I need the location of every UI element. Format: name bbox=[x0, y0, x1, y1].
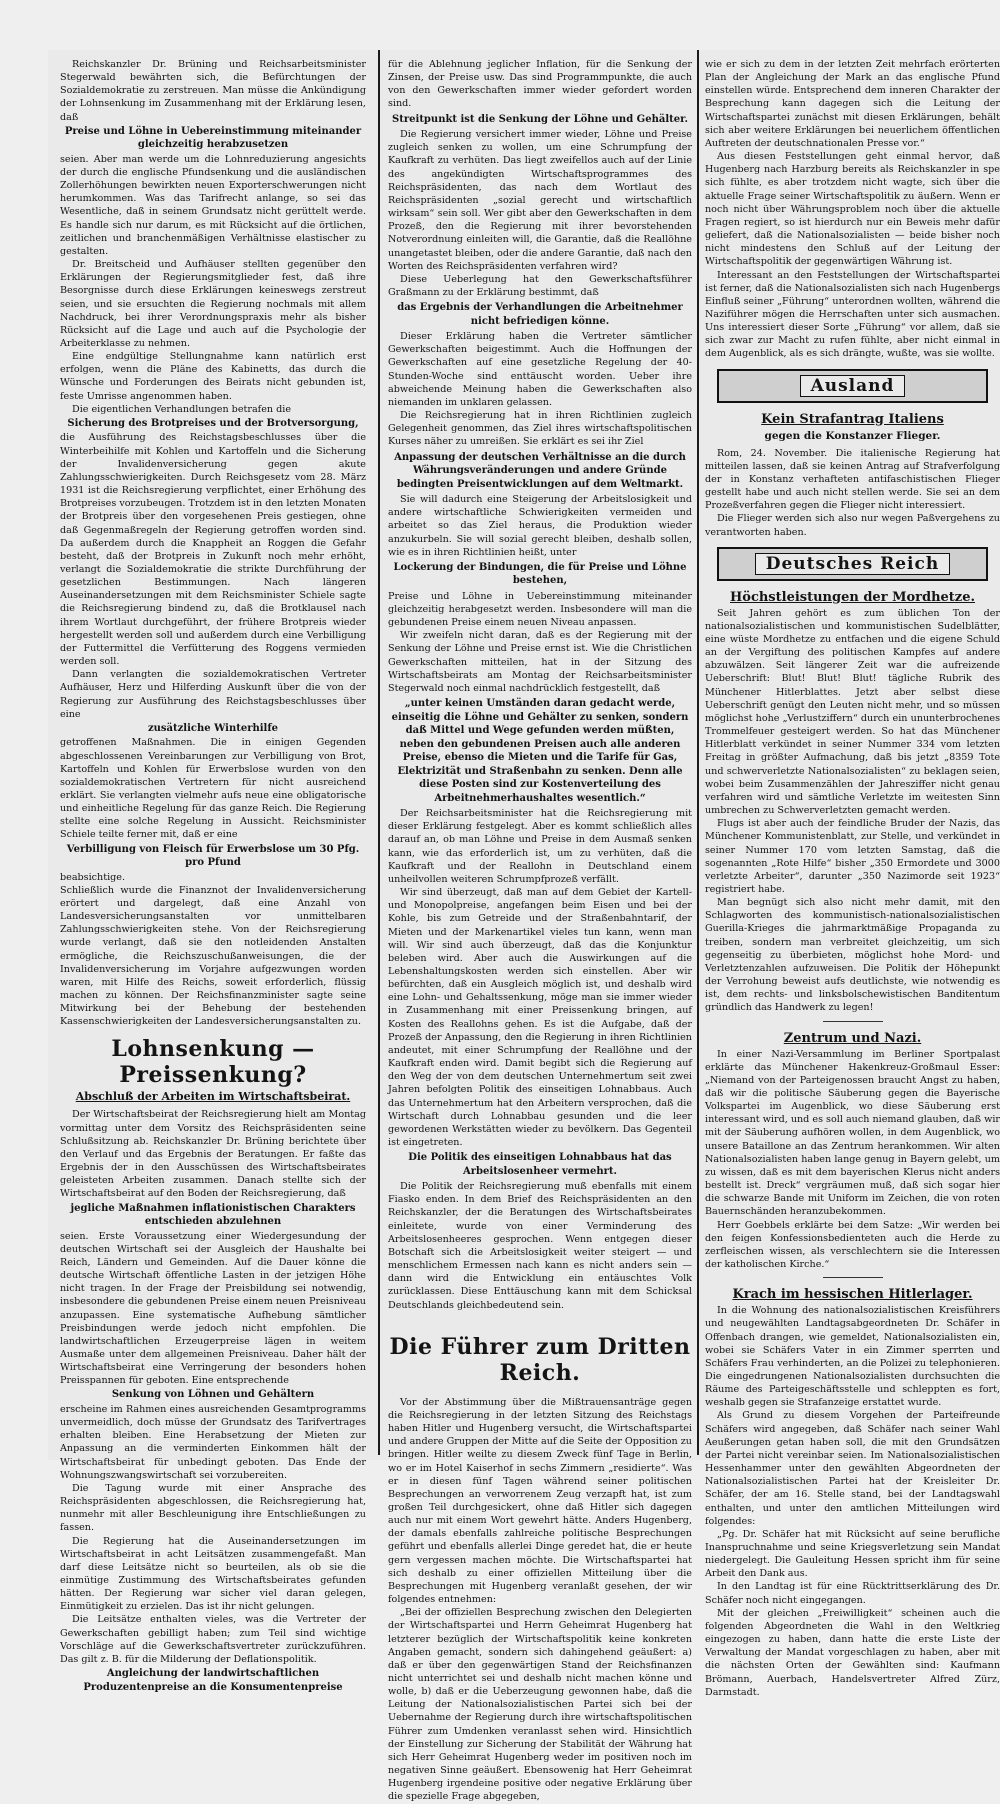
subheading: Die Politik des einseitigen Lohnabbaus hat das Arbeitslosenheer vermehrt. bbox=[408, 1152, 672, 1177]
section-banner-label: Deutsches Reich bbox=[755, 553, 950, 575]
article-paragraph: „Pg. Dr. Schäfer hat mit Rücksicht auf seine berufliche Inanspruchnahme und seine Kriegsverletzung sein Mandat niedergelegt. Die Gauleitung Hessen spricht ihm für seine Arbeit den Dank aus. bbox=[705, 1528, 1000, 1580]
article-paragraph: In den Landtag ist für eine Rücktrittserklärung des Dr. Schäfer noch nicht eingegangen. bbox=[705, 1581, 1000, 1606]
article-paragraph: seien. Aber man werde um die Lohnreduzierung angesichts der durch die englische Pfundsenkung und die ausländischen Zollerhöhungen bewirkten neuen Exporterschwerungen nicht herumkommen. Was das Tarifrecht anlange, so sei das Wesentliche, daß in seinem Grundsatz nicht gerüttelt werde. Es handle sich nur darum, es mit Rücksicht auf die örtlichen, zeitlichen und branchenmäßigen Verhältnisse elastischer zu gestalten. bbox=[60, 153, 366, 257]
article-paragraph: Die Leitsätze enthalten vieles, was die Vertreter der Gewerkschaften gebilligt haben; zum Teil sind wichtige Vorschläge auf die Gewerkschaftsvertreter zurückzuführen. Das gilt z. B. für die Milderung der Deflationspolitik. bbox=[60, 1614, 366, 1665]
article-paragraph: Man begnügt sich also nicht mehr damit, mit den Schlagworten des kommunistisch-nationalsozialistischen Guerilla-Krieges die jahrmarktmäßige Propaganda zu treiben, sondern man verbreitet gleichzeitig, um sich gegenseitig zu überbieten, möglichst hohe Mord- und Verletztenzahlen aufzuweisen. Die Politik der Höhepunkt der Verrohung beweist aufs deutlichste, wie notwendig es ist, dem rechts- und linksbolschewistischen Banditentum gründlich das Handwerk zu legen! bbox=[705, 897, 1000, 1014]
article-paragraph: Als Grund zu diesem Vorgehen der Parteifreunde Schäfers wird angegeben, daß Schäfer nach seiner Wahl Aeußerungen getan haben soll, die mit den Grundsätzen der Partei nicht vereinbar seien. Im Nationalsozialistischen Hessenhammer unter den gewählten Abgeordneten der Nationalsozialistischen Partei hat der Kreisleiter Dr. Schäfer, der am 16. Stelle stand, bei der Landtagswahl enthalten, und unter den amtlichen Mitteilungen wird folgendes: bbox=[705, 1410, 1000, 1527]
divider bbox=[823, 1277, 883, 1278]
article-headline: Krach im hessischen Hitlerlager. bbox=[732, 1287, 973, 1303]
article-paragraph: Rom, 24. November. Die italienische Regierung hat mitteilen lassen, daß sie keinen Antrag auf Strafverfolgung der in Konstanz verhafteten antifaschistischen Flieger gestellt habe und auch nicht stellen werde. Sie sei an dem Prozeßverfahren gegen die Flieger nicht interessiert. bbox=[705, 447, 1000, 512]
article-headline: Kein Strafantrag Italiens bbox=[761, 411, 944, 427]
article-paragraph: Die Regierung versichert immer wieder, Löhne und Preise zugleich senken zu wollen, um eine Schrumpfung der Kaufkraft zu verhüten. Das liegt zweifellos auch auf der Linie des angekündigten Wirtschaftsprogrammes des Reichspräsidenten, das nach dem Wortlaut des Reichspräsidenten „sozial gerecht und wirtschaftlich wirksam“ sein soll. Wer gibt aber den Gewerkschaften in dem Prozeß, den die Regierung mit ihrer bevorstehenden Notverordnung einleiten will, die Garantie, daß die Reallöhne unangetastet bleiben, oder die andere Garantie, daß nach den Worten des Reichspräsidenten verfahren wird? bbox=[388, 129, 692, 272]
article-paragraph: Wir zweifeln nicht daran, daß es der Regierung mit der Senkung der Löhne und Preise ernst ist. Wie die Christlichen Gewerkschaften mitteilen, hat in der Sitzung des Wirtschaftsbeirats am Montag der Reichsarbeitsminister Stegerwald noch einmal nachdrücklich festgestellt, daß bbox=[388, 630, 692, 694]
section-banner-label: Ausland bbox=[800, 375, 906, 397]
article-paragraph: Die Reichsregierung hat in ihren Richtlinien zugleich Gelegenheit genommen, das Ziel ihres wirtschaftspolitischen Kurses näher zu umreißen. Sie erklärt es sei ihr Ziel bbox=[388, 410, 692, 448]
article-paragraph: In einer Nazi-Versammlung im Berliner Sportpalast erklärte das Münchener Hakenkreuz-Großmaul Esser: „Niemand von der Parteigenossen braucht Angst zu haben, daß wir die politische Säuberung gegen die Bayerische Volkspartei im Augenblick, wo diese Säuberung erst interessant wird, und es soll auch niemand glauben, daß wir mit der Säuberung aufhören wollen, in dem Augenblick, wo unsere Bataillone an das Zentrum herankommen. Wir alten Nationalsozialisten haben lange genug in Bayern gelebt, um zu wissen, daß es mit dem bayerischen Klerus nicht anders bestellt ist. Dreck“ vergräumen muß, daß sich sogar hier die schwarze Bande mit Uniform im Zeichen, die von roten Bauernschänden heranzubekommen. bbox=[705, 1048, 1000, 1218]
article-paragraph: Mit der gleichen „Freiwilligkeit“ scheinen auch die folgenden Abgeordneten die Wahl in den Weltkrieg eingezogen zu haben, dann hatte die erste Liste der Verwaltung der Mandat vorgeschlagen zu haben, aber mit die nächsten Orten der Gewählten sind: Kaufmann Brömann, Auerbach, Handelsvertreter Alfred Zürz, Darmstadt. bbox=[705, 1607, 1000, 1698]
article-paragraph: Die Flieger werden sich also nur wegen Paßvergehens zu verantworten haben. bbox=[705, 513, 1000, 538]
section-banner-ausland bbox=[717, 369, 988, 403]
quote-block: „unter keinen Umständen daran gedacht werde, einseitig die Löhne und Gehälter zu senken, sondern daß Mittel und Wege gefunden werden müßten, neben den gebundenen Preisen auch alle anderen Preise, ebenso die Mieten und die Tarife für Gas, Elektrizität und Straßenbahn zu senken. Denn alle diese Posten sind zur Kostenverteilung des Arbeitnehmerhaushaltes wesentlich.“ bbox=[391, 698, 689, 804]
article-paragraph: Der Wirtschaftsbeirat der Reichsregierung hielt am Montag vormittag unter dem Vorsitz des Reichspräsidenten seine Schlußsitzung ab. Reichskanzler Dr. Brüning berichtete über den Verlauf und das Ergebnis der Beratungen. Er faßte das Ergebnis der in den Ausschüssen des Wirtschaftsbeirates geleisteten Arbeiten zusammen. Danach stellte sich der Wirtschaftsbeirat auf den Boden der Reichsregierung, daß bbox=[60, 1109, 366, 1200]
article-paragraph: Preise und Löhne in Uebereinstimmung miteinander gleichzeitig herabgesetzt werden. Insbesondere will man die gebundenen Preise einem neuen Niveau anpassen. bbox=[388, 590, 692, 629]
article-paragraph: Dann verlangten die sozialdemokratischen Vertreter Aufhäuser, Herz und Hilferding Auskunft über die von der Regierung zur Ausführung des Reichstagsbeschlusses über eine bbox=[60, 669, 366, 720]
article-paragraph: Der Reichsarbeitsminister hat die Reichsregierung mit dieser Erklärung festgelegt. Aber es kommt schließlich alles darauf an, ob man Löhne und Preise in dem Ausmaß senken kann, wie das erforderlich ist, um zu verhüten, daß die Kaufkraft und der Reallohn in Deutschland einem unheilvollen weiteren Schrumpfprozeß verfällt. bbox=[388, 808, 692, 885]
subheading: Anpassung der deutschen Verhältnisse an die durch Währungsveränderungen und andere Gründe bedingten Preisentwicklungen auf dem Weltmarkt. bbox=[394, 451, 686, 490]
article-paragraph: Flugs ist aber auch der feindliche Bruder der Nazis, das Münchener Kommunistenblatt, zur Stelle, und verkündet in seiner Nummer 170 vom letzten Samstag, daß die sogenannten „Rote Hilfe“ bisher „350 Ermordete und 3000 verletzte Arbeiter“, darunter „350 Nazimorde seit 1923“ registriert habe. bbox=[705, 818, 1000, 895]
article-paragraph: die Ausführung des Reichstagsbeschlusses über die Winterbeihilfe mit Kohlen und Kartoffeln und die Sicherung der Invalidenversicherung gegen akute Zahlungsschwierigkeiten. Durch Reichsgesetz vom 28. März 1931 ist die Reichsregierung verpflichtet, einer Erhöhung des Brotpreises vorzubeugen. Trotzdem ist in den letzten Monaten der Brotpreis über den vorgesehenen Preis gestiegen, ohne daß Gegenmaßregeln der Regierung getroffen worden sind. Da außerdem durch die Knappheit an Roggen die Gefahr besteht, daß der Brotpreis in Zukunft noch mehr erhöht, verlangt die Sozialdemokratie die strikte Durchführung der gesetzlichen Bestimmungen. Nach längeren Auseinandersetzungen mit dem Reichsminister Schiele sagte die Reichsregierung bindend zu, daß die Brotklausel nach ihrem Wortlaut durchgeführt, der frühere Brotpreis wieder hergestellt werden soll und außerdem durch eine Verbilligung der Futtermittel die Verfütterung des Roggens vermieden werden soll. bbox=[60, 432, 366, 668]
subheading: Verbilligung von Fleisch für Erwerbslose um 30 Pfg. pro Pfund bbox=[66, 843, 360, 869]
article-paragraph: „Bei der offiziellen Besprechung zwischen den Delegierten der Wirtschaftspartei und Herrn Geheimrat Hugenberg hat letzterer bezüglich der Wirtschaftspolitik keine konkreten Angaben gemacht, sondern sich dahingehend geäußert: a) daß er über den gegenwärtigen Stand der Reichsfinanzen nicht unterrichtet sei und deshalb nicht machen könne und wolle, b) daß er die Ueberzeugung gewonnen habe, daß die Leitung der Nationalsozialistischen Partei sich bei der Uebernahme der Regierung durch ihre wirtschaftspolitischen Führer zum Umdenken veranlasst sehen wird. Hinsichtlich der Einstellung zur Sicherung der Stabilität der Währung hat sich Herr Geheimrat Hugenberg weder im positiven noch im negativen Sinne geäußert. Ebensowenig hat Herr Geheimrat Hugenberg irgendeine positive oder negative Erklärung über die spezielle Frage abgegeben, bbox=[388, 1607, 692, 1803]
subheading: Streitpunkt ist die Senkung der Löhne und Gehälter. bbox=[392, 113, 688, 125]
article-paragraph: Schließlich wurde die Finanznot der Invalidenversicherung erörtert und dargelegt, daß eine Anzahl von Landesversicherungsanstalten vor unmittelbaren Zahlungsschwierigkeiten stehe. Von der Reichsregierung wurde verlangt, daß sie den notleidenden Anstalten ermögliche, die Reichszuschußanweisungen, die der Invalidenversicherung im Vorjahre aufgezwungen worden waren, mit Hilfe des Reichs, soweit erforderlich, flüssig machen zu können. Der Reichsfinanzminister sagte seine Mitwirkung bei der Behebung der bestehenden Kassenschwierigkeiten der Landesversicherungsanstalten zu. bbox=[60, 884, 366, 1028]
article-paragraph: erscheine im Rahmen eines ausreichenden Gesamtprogramms unvermeidlich, doch müsse der Grundsatz des Tarifvertrages erhalten bleiben. Eine Herabsetzung der Mieten zur Anpassung an die verminderten Einkommen hält der Wirtschaftsbeirat für unbedingt geboten. Das Ende der Wohnungszwangswirtschaft sei vorzubereiten. bbox=[60, 1403, 366, 1481]
subheading: zusätzliche Winterhilfe bbox=[147, 722, 279, 734]
article-paragraph: Die eigentlichen Verhandlungen betrafen die bbox=[72, 403, 292, 415]
article-paragraph: Vor der Abstimmung über die Mißtrauensanträge gegen die Reichsregierung in der letzten Sitzung des Reichstags haben Hitler und Hugenberg versucht, die Wirtschaftspartei und andere Gruppen der Mitte auf die Seite der Opposition zu bringen. Hitler weilte zu diesem Zweck fünf Tage in Berlin, wo er im Hotel Kaiserhof in sechs Zimmern „residierte“. Was er in diesen fünf Tagen während seiner politischen Besprechungen an verworrenem Zeug verzapft hat, ist zum großen Teil durchgesickert, ohne daß Hitler sich dagegen auch nur mit einem Wort gewehrt hätte. Anders Hugenberg, der damals ebenfalls zahlreiche politische Besprechungen geführt und ebenfalls allerlei Dinge geredet hat, die er heute gern vergessen machen möchte. Die Wirtschaftspartei hat sich deshalb zu einer offiziellen Mitteilung über die Besprechungen mit Hugenberg veranlaßt gesehen, der wir folgendes entnehmen: bbox=[388, 1396, 692, 1606]
subheading: Lockerung der Bindungen, die für Preise und Löhne bestehen, bbox=[393, 561, 687, 587]
article-headline: Zentrum und Nazi. bbox=[783, 1030, 922, 1046]
column-rule bbox=[697, 50, 699, 1455]
subheading: Angleichung der landwirtschaftlichen Produzentenpreise an die Konsumentenpreise bbox=[83, 1668, 343, 1693]
column-middle bbox=[388, 58, 692, 1803]
article-paragraph: Sie will dadurch eine Steigerung der Arbeitslosigkeit und andere wirtschaftliche Schwierigkeiten vermeiden und arbeitet so das Ziel heraus, die Produktion wieder anzukurbeln. Sie will sozial gerecht bleiben, deshalb sollen, wie es in ihren Richtlinien heißt, unter bbox=[388, 494, 692, 558]
column-left bbox=[60, 58, 366, 1693]
article-paragraph: Herr Goebbels erklärte bei dem Satze: „Wir werden bei den feigen Konfessionsbedienteten auch die Herde zu zerfleischen wissen, als verschlechtern sie die Interessen der katholischen Kirche.“ bbox=[705, 1219, 1000, 1271]
subheading: Senkung von Löhnen und Gehältern bbox=[111, 1389, 315, 1401]
article-headline: Die Führer zum Dritten Reich. bbox=[389, 1333, 691, 1386]
article-paragraph: Wir sind überzeugt, daß man auf dem Gebiet der Kartell- und Monopolpreise, angefangen beim Eisen und bei der Kohle, bis zum Getreide und der Straßenbahntarif, der Mieten und der Markenartikel vieles tun kann, wenn man will. Wir sind auch überzeugt, daß das die Konjunktur beleben wird. Aber auch die Auswirkungen auf die Lebenshaltungskosten werden sich einstellen. Aber wir befürchten, daß ein Ausgleich möglich ist, und deshalb wird eine Lohn- und Gehaltssenkung, möge man sie immer wieder in Zusammenhang mit einer Preissenkung bringen, auf Kosten des Reallohns gehen. Es ist die Aufgabe, daß der Prozeß der Anpassung, den die Regierung in ihren Richtlinien andeutet, mit einer Schrumpfung der Reallöhne und der Kaufkraft enden wird. Damit begibt sich die Regierung auf den Weg der von dem deutschen Unternehmertum seit zwei Jahren befolgten Politik des einseitigen Lohnabbaus. Auch das Unternehmertum hat den Arbeitern versprochen, daß die Wirtschaft durch Lohnabbau gesunden und die leer gewordenen Werkstätten wieder zu bevölkern. Das Gegenteil ist eingetreten. bbox=[388, 887, 692, 1148]
article-headline: Lohnsenkung — Preissenkung? bbox=[111, 1036, 315, 1089]
subheading: das Ergebnis der Verhandlungen die Arbeitnehmer nicht befriedigen könne. bbox=[397, 302, 683, 327]
article-paragraph: getroffenen Maßnahmen. Die in einigen Gegenden abgeschlossenen Vereinbarungen zur Verbilligung von Brot, Kartoffeln und Kohlen für Erwerbslose wurden von den sozialdemokratischen Vertretern für nicht ausreichend erklärt. Sie verlangten vielmehr aufs neue eine obligatorische und einheitliche Regelung für das ganze Reich. Die Regierung stellte eine solche Regelung in Aussicht. Reichsminister Schiele teilte ferner mit, daß er eine bbox=[60, 737, 366, 841]
subheading: Preise und Löhne in Uebereinstimmung miteinander gleichzeitig herabzusetzen bbox=[64, 125, 362, 151]
column-rule bbox=[378, 50, 380, 1455]
article-paragraph: Eine endgültige Stellungnahme kann natürlich erst erfolgen, wenn die Pläne des Kabinetts, das durch die Wünsche und Forderungen des Beirats nicht gebunden ist, feste Umrisse angenommen haben. bbox=[60, 351, 366, 402]
article-paragraph: Interessant an den Feststellungen der Wirtschaftspartei ist ferner, daß die Nationalsozialisten sich nach Hugenbergs Einfluß seiner „Führung“ unterordnen wollten, während die Naziführer mögen die Herrschaften unter sich ausmachen. Uns interessiert dieser Sorte „Führung“ vor allem, daß sie sich zwar zur Macht zu rufen fühlte, aber nicht einmal in dem Augenblick, als es sich drängte, wußte, was sie wollte. bbox=[705, 269, 1000, 360]
article-subheadline: gegen die Konstanzer Flieger. bbox=[764, 429, 941, 442]
article-paragraph: In die Wohnung des nationalsozialistischen Kreisführers und neugewählten Landtagsabgeordneten Dr. Schäfer in Offenbach drangen, wie gemeldet, Nationalsozialisten ein, wobei sie Schäfers Vater in ein Zimmer sperrten und Schäfers Frau verhinderten, an die Polizei zu telephonieren. Die eingedrungenen Nationalsozialisten durchsuchten die Räume des Parteigeschäftsstelle und schleppten es fort, weshalb gegen sie Strafanzeige erstattet wurde. bbox=[705, 1305, 1000, 1409]
column-right bbox=[705, 58, 1000, 1698]
article-headline: Höchstleistungen der Mordhetze. bbox=[729, 589, 975, 605]
article-paragraph: Dr. Breitscheid und Aufhäuser stellten gegenüber den Erklärungen der Regierungsmitglieder fest, daß ihre Besorgnisse durch diese Erklärungen keineswegs zerstreut seien, und sie ersuchten die Regierung nochmals mit allem Nachdruck, bei ihrer Verordnungspraxis mehr als bisher Rücksicht auf die Lage und auch auf die Psychologie der Arbeiterklasse zu nehmen. bbox=[60, 259, 366, 349]
divider bbox=[823, 1021, 883, 1022]
article-paragraph: Die Tagung wurde mit einer Ansprache des Reichspräsidenten abgeschlossen, die Reichsregierung hat, nunmehr mit aller Beschleunigung ihre Entschließungen zu fassen. bbox=[60, 1482, 366, 1534]
article-paragraph: Aus diesen Feststellungen geht einmal hervor, daß Hugenberg nach Harzburg bereits als Reichskanzler in spe sich fühlte, es aber trotzdem nicht wagte, sich über die aktuelle Frage seiner Wirtschaftspolitik zu äußern. Wenn er noch nicht über Währungsproblem noch über die aktuelle Fragen regiert, so ist hierdurch nur ein Beweis mehr dafür geliefert, daß die Nationalsozialisten — beide bisher noch nicht mindestens den Schluß auf der Leitung der Wirtschaftspolitik der gegenwärtigen Währung ist. bbox=[705, 151, 1000, 268]
subheading: Sicherung des Brotpreises und der Brotversorgung, bbox=[67, 417, 359, 429]
article-paragraph: Seit Jahren gehört es zum üblichen Ton der nationalsozialistischen und kommunistischen Sudelblätter, eine wüste Mordhetze zu entfachen und die eigene Schuld an der Vergiftung des politischen Kampfes auf andere abzuwälzen. Seit längerer Zeit war die aufreizende Ueberschrift: Blut! Blut! Blut! tägliche Rubrik des Münchener Hitlerblattes. Jetzt aber selbst diese Ueberschrift genügt den Leuten nicht mehr, und so müssen möglichst hohe „Verlustziffern“ durch ein ununterbrochenes Trommelfeuer gesteigert werden. So hat das Münchener Hitlerblatt verkündet in seiner Nummer 334 vom letzten Freitag in größter Aufmachung, daß bis jetzt „8359 Tote und schwerverletzte Nationalsozialisten“ zu beklagen seien, wobei beim Zusammenzählen der Jahresziffer nicht genau verfahren wird und sämtliche Verletzte im weitesten Sinn umbrechen zu Schwerverletzten gemacht werden. bbox=[705, 607, 1000, 817]
article-paragraph: Dieser Erklärung haben die Vertreter sämtlicher Gewerkschaften beigestimmt. Auch die Hoffnungen der Gewerkschaften auf eine gesetzliche Regelung der 40-Stunden-Woche sind enttäuscht worden. Ueber ihre abweichende Meinung haben die Gewerkschaften also niemanden im unklaren gelassen. bbox=[388, 331, 692, 408]
article-paragraph: für die Ablehnung jeglicher Inflation, für die Senkung der Zinsen, der Preise usw. Das sind Programmpunkte, die auch von den Gewerkschaften immer wieder gefordert worden sind. bbox=[388, 59, 692, 110]
article-paragraph: Die Politik der Reichsregierung muß ebenfalls mit einem Fiasko enden. In dem Brief des Reichspräsidenten an den Reichskanzler, der die Beratungen des Wirtschaftsbeirates einleitete, wurde von einer Verminderung des Arbeitslosenheeres gesprochen. Wenn entgegen dieser Botschaft sich die Arbeitslosigkeit weiter steigert — und menschlichem Ermessen nach kann es nicht anders sein — dann wird die Entwicklung ein entäuschtes Volk zurücklassen. Diese Enttäuschung kann mit dem Schicksal Deutschlands gleichbedeutend sein. bbox=[388, 1181, 692, 1311]
article-subheadline: Abschluß der Arbeiten im Wirtschaftsbeirat. bbox=[75, 1090, 351, 1104]
article-paragraph: Diese Ueberlegung hat den Gewerkschaftsführer Graßmann zu der Erklärung bestimmt, daß bbox=[388, 273, 692, 298]
section-banner-deutsches-reich bbox=[717, 547, 988, 581]
article-paragraph: beabsichtige. bbox=[60, 871, 126, 883]
article-paragraph: wie er sich zu dem in der letzten Zeit mehrfach erörterten Plan der Angleichung der Mark an das englische Pfund einstellen würde. Entsprechend dem inneren Charakter der Besprechung kann dagegen sich die Leitung der Wirtschaftspartei zunächst mit diesen Erklärungen, behält sich aber weitere Erklärungen bei neuerlichem öffentlichen Auftreten der deutschnationalen Presse vor.“ bbox=[705, 59, 1000, 149]
article-paragraph: seien. Erste Voraussetzung einer Wiedergesundung der deutschen Wirtschaft sei der Ausgleich der Haushalte bei Reich, Ländern und Gemeinden. Auf die Dauer könne die deutsche Wirtschaft öffentliche Lasten in der jetzigen Höhe nicht tragen. In der Frage der Preisbildung sei notwendig, insbesondere die gebundenen Preise einem neuen Preisniveau anzupassen. Eine systematische Aufhebung sämtlicher Preisbindungen werde jedoch nicht empfohlen. Die landwirtschaftlichen Erzeugerpreise lägen in weitem Ausmaße unter dem allgemeinen Preisniveau. Daher hält der Wirtschaftsbeirat eine Verringerung der besonders hohen Preisspannen für geboten. Eine entsprechende bbox=[60, 1230, 366, 1387]
article-paragraph: Reichskanzler Dr. Brüning und Reichsarbeitsminister Stegerwald bewährten sich, die Befürchtungen der Sozialdemokratie zu zerstreuen. Man müsse die Ankündigung der Lohnsenkung im Zusammenhang mit der Erklärung lesen, daß bbox=[60, 59, 366, 123]
article-paragraph: Die Regierung hat die Auseinandersetzungen im Wirtschaftsbeirat in acht Leitsätzen zusammengefaßt. Man darf diese Leitsätze nicht so beurteilen, als ob sie die einmütige Zustimmung des Wirtschaftsbeirates gefunden hätten. Der Regierung war sicher viel daran gelegen, Einmütigkeit zu erzielen. Das ist ihr nicht gelungen. bbox=[60, 1535, 366, 1613]
subheading: jegliche Maßnahmen inflationistischen Charakters entschieden abzulehnen bbox=[70, 1202, 356, 1228]
